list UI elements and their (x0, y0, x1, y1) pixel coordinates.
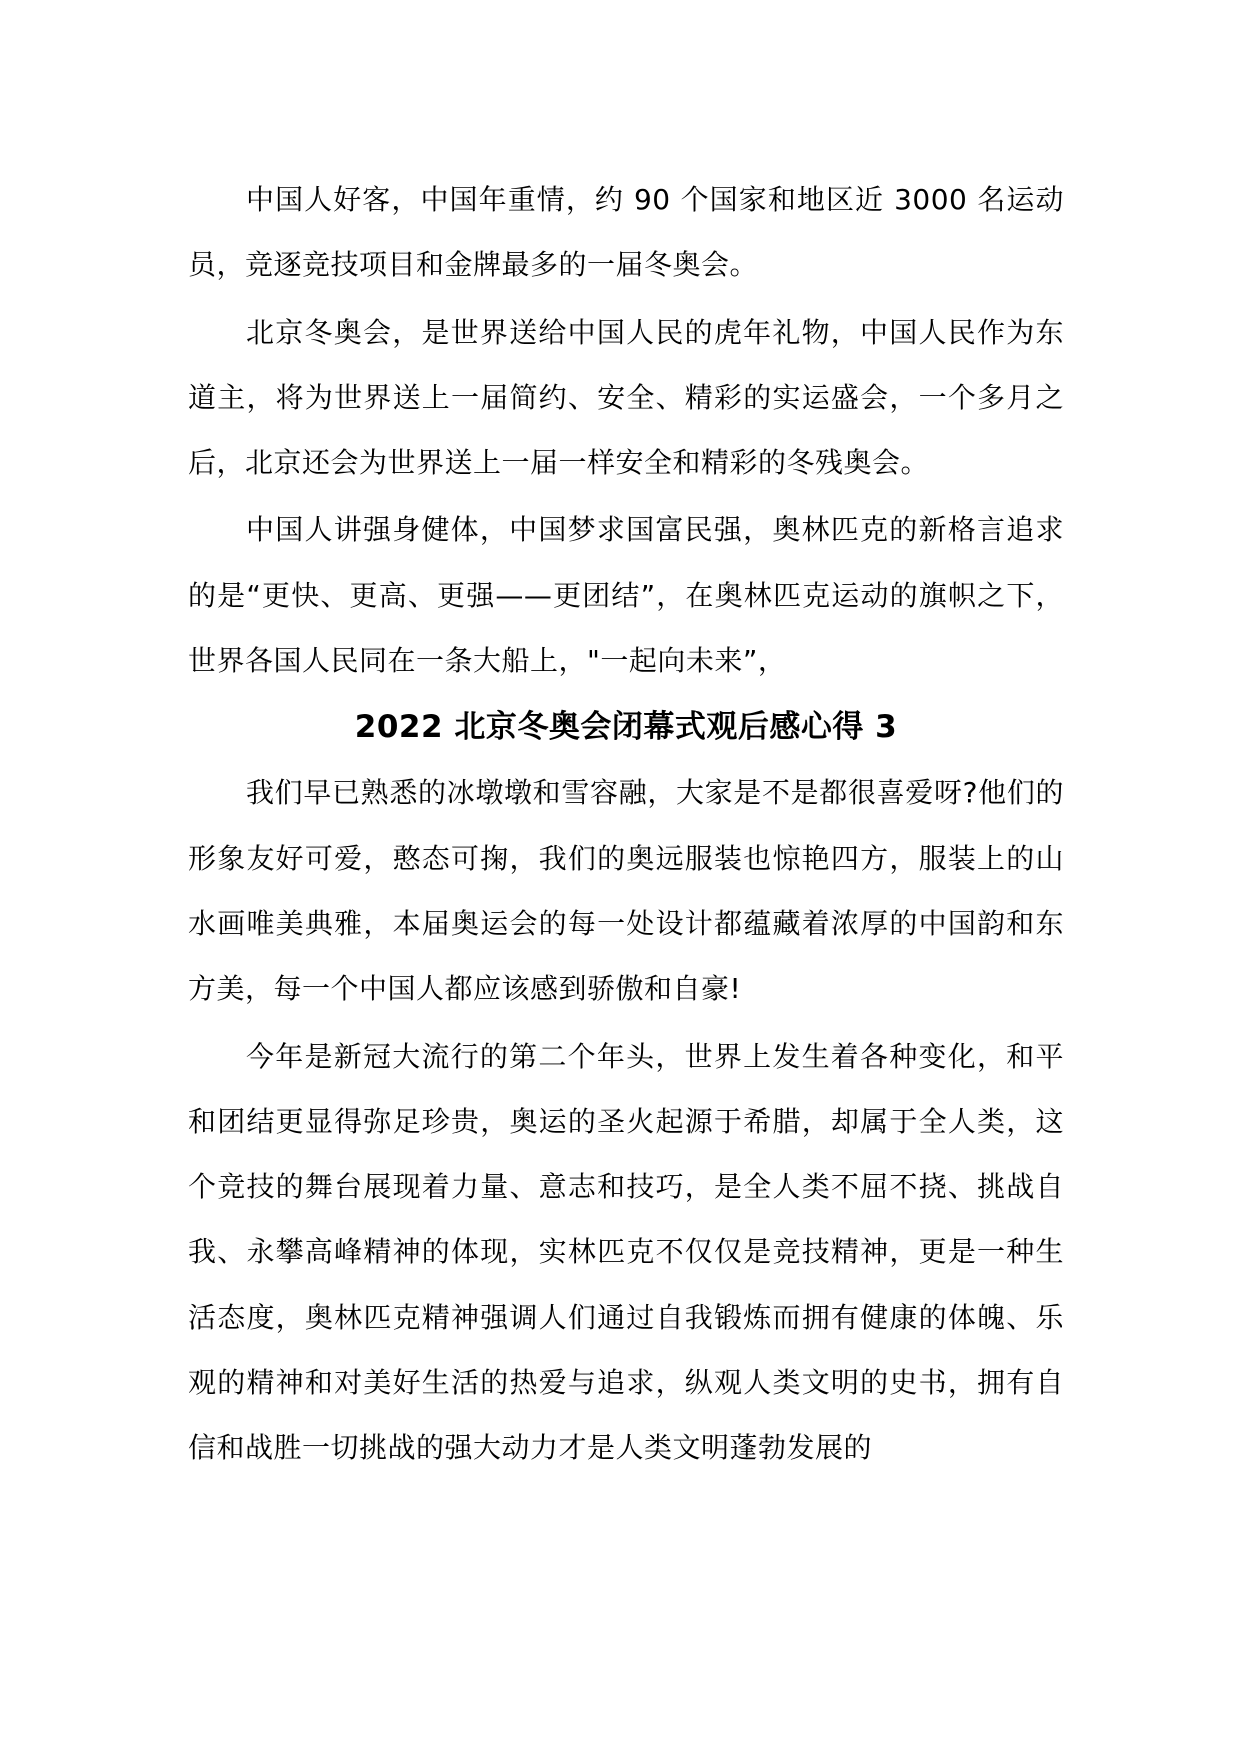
document-body (188, 167, 1064, 1483)
paragraph: 北京冬奥会，是世界送给中国人民的虎年礼物，中国人民作为东道主，将为世界送上一届简约、安全、精彩的实运盛会，一个多月之后，北京还会为世界送上一届一样安全和精彩的冬残奥会。 (188, 315, 1064, 480)
paragraph: 中国人好客，中国年重情，约 90 个国家和地区近 3000 名运动员，竞逐竞技项目和金牌最多的一届冬奥会。 (188, 183, 1064, 282)
paragraph: 中国人讲强身健体，中国梦求国富民强，奥林匹克的新格言追求的是“更快、更高、更强——更团结”，在奥林匹克运动的旗帜之下，世界各国人民同在一条大船上，"一起向未来”， (188, 513, 1064, 678)
section-title: 2022 北京冬奥会闭幕式观后感心得 3 (354, 709, 898, 746)
paragraph: 我们早已熟悉的冰墩墩和雪容融，大家是不是都很喜爱呀?他们的形象友好可爱，憨态可掬，我们的奥远服装也惊艳四方，服装上的山水画唯美典雅，本届奥运会的每一处设计都蕴藏着浓厚的中国韵和东方美，每一个中国人都应该感到骄傲和自豪! (188, 776, 1064, 1006)
paragraph: 今年是新冠大流行的第二个年头，世界上发生着各种变化，和平和团结更显得弥足珍贵，奥运的圣火起源于希腊，却属于全人类，这个竞技的舞台展现着力量、意志和技巧，是全人类不屈不挠、挑战自我、永攀高峰精神的体现，实林匹克不仅仅是竞技精神，更是一种生活态度，奥林匹克精神强调人们通过自我锻炼而拥有健康的体魄、乐观的精神和对美好生活的热爱与追求，纵观人类文明的史书，拥有自信和战胜一切挑战的强大动力才是人类文明蓬勃发展的 (188, 1039, 1064, 1465)
